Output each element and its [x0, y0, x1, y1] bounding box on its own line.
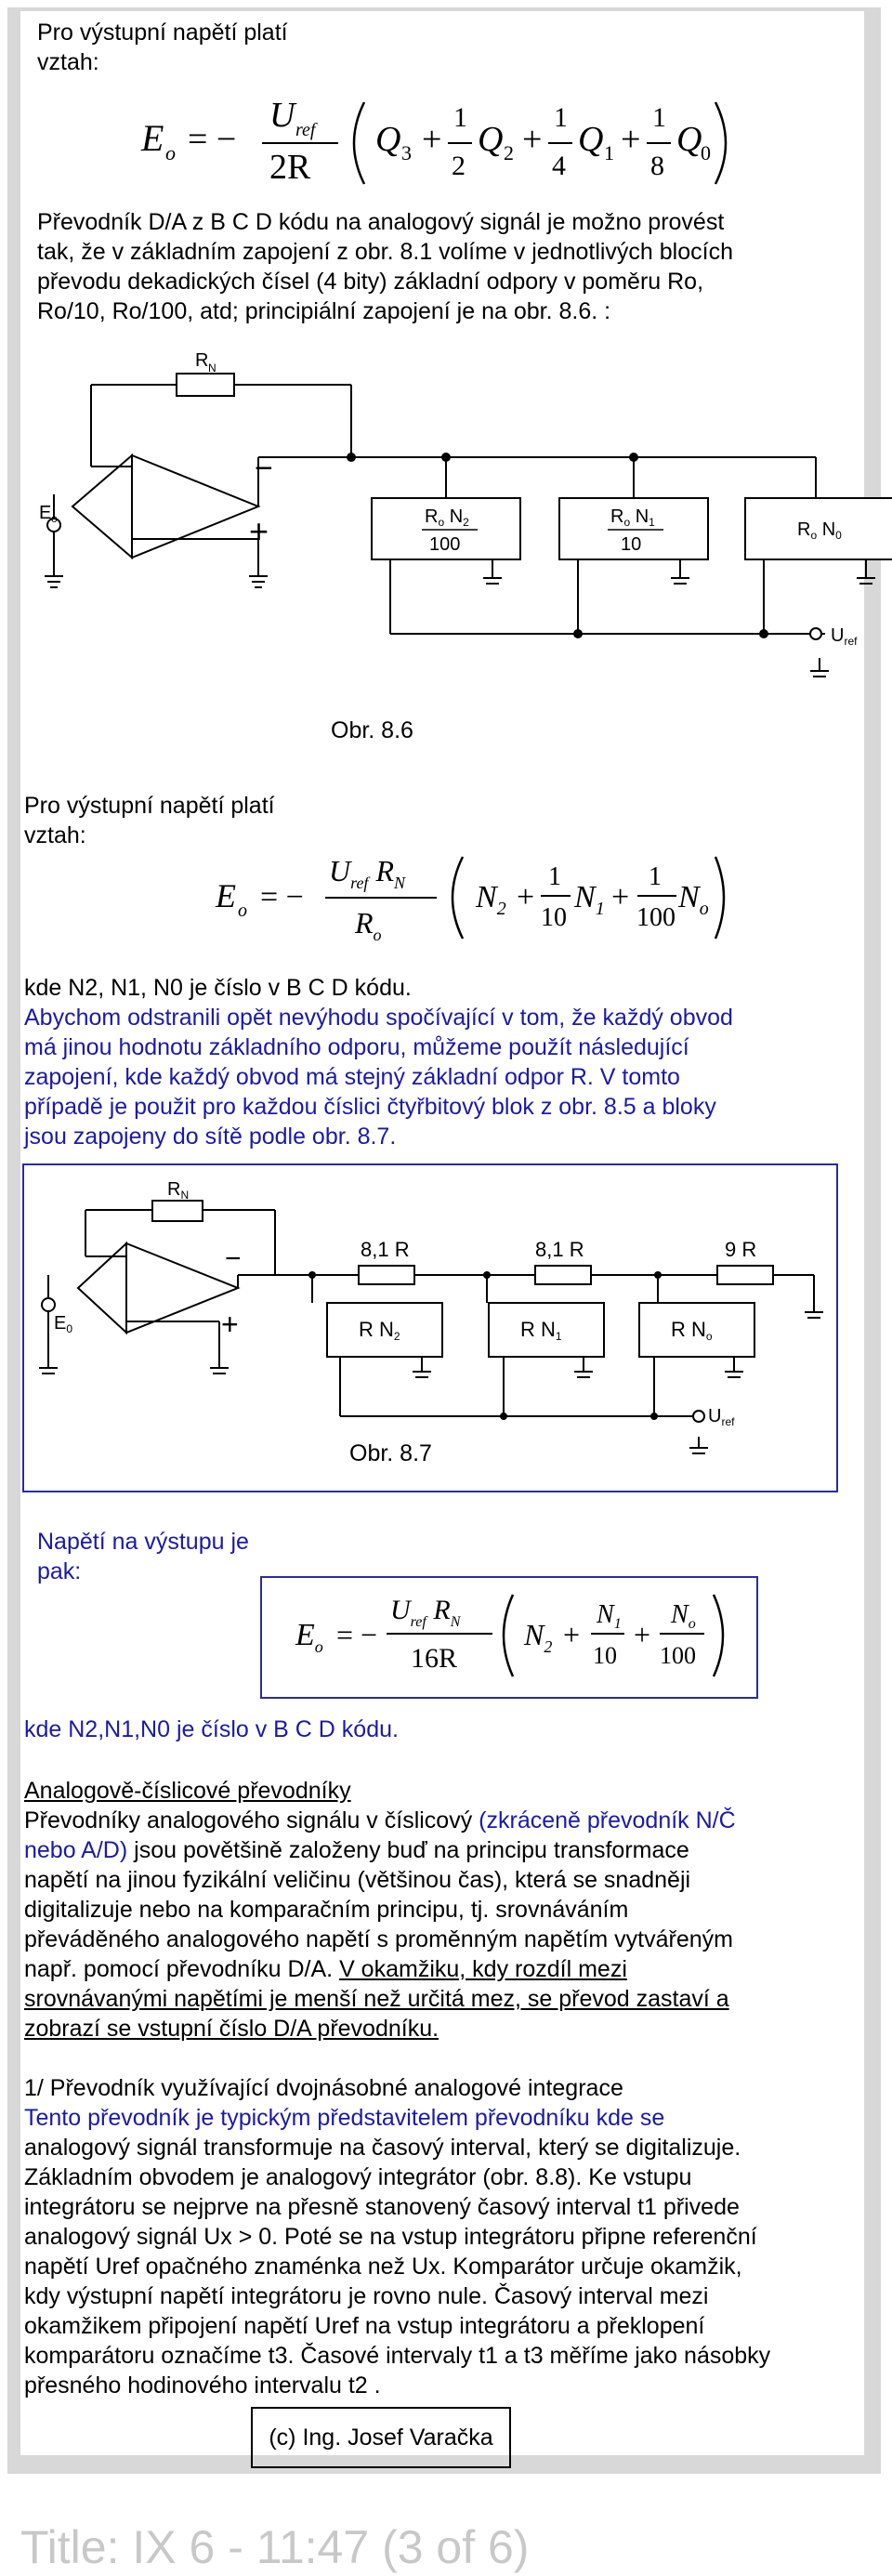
eo-label-86: E — [39, 503, 52, 523]
f1-num: U — [269, 96, 295, 135]
svg-text:1: 1 — [649, 862, 662, 891]
svg-text:2: 2 — [452, 151, 466, 181]
svg-text:o: o — [51, 512, 58, 525]
svg-text:1: 1 — [548, 862, 561, 891]
p6-line-1: Napětí na výstupu je — [37, 1529, 249, 1555]
section-heading: Analogově-číslicové převodníky — [24, 1778, 351, 1804]
p4-line: kde N2, N1, N0 je číslo v B C D kódu. — [24, 975, 412, 1001]
section-line-2: nebo A/D) jsou povětšině založeny buď na principu transformace — [24, 1837, 689, 1863]
p2-line-2: tak, že v základním zapojení z obr. 8.1 volíme v jednotlivých blocích — [37, 239, 733, 265]
p7-line: kde N2,N1,N0 je číslo v B C D kódu. — [24, 1716, 399, 1742]
p3-line-1: Pro výstupní napětí platí — [24, 793, 275, 819]
p5-line-4: případě je použit pro každou číslici čtyřbitový blok z obr. 8.5 a bloky — [24, 1094, 716, 1120]
rn-label-86: R — [195, 350, 209, 371]
caption-8-7: Obr. 8.7 — [349, 1440, 432, 1466]
svg-text:+: + — [621, 120, 641, 159]
svg-text:10: 10 — [541, 903, 567, 932]
rn-resistor — [177, 374, 234, 396]
p5-line-1: Abychom odstranili opět nevýhodu spočívající v tom, že každý obvod — [24, 1005, 733, 1031]
svg-text:N: N — [208, 361, 216, 375]
svg-text:o: o — [238, 900, 247, 921]
svg-text:8: 8 — [650, 151, 664, 181]
opamp-86 — [72, 455, 132, 558]
svg-text:Eo: $E_o$ — [295, 1618, 323, 1656]
formula-1 — [132, 84, 727, 186]
block-n1-top: $R_o$ $N_1$ — [610, 506, 655, 529]
svg-text:N1: $N_1$ — [597, 1600, 622, 1632]
intro-line-2: vztah: — [37, 49, 99, 75]
f1-lhs-sub: o — [165, 141, 176, 164]
svg-text:100: 100 — [660, 1642, 696, 1669]
p5-line-5: jsou zapojeny do sítě podle obr. 8.7. — [24, 1124, 397, 1150]
intro-line-1: Pro výstupní napětí platí — [37, 20, 288, 46]
svg-text:2: 2 — [504, 141, 514, 164]
p3-line-2: vztah: — [24, 822, 86, 848]
svg-text:100: 100 — [636, 903, 676, 932]
p5-line-2: má jinou hodnotu základního odporu, můžeme použít následující — [24, 1034, 689, 1060]
section2-line-5: napětí Uref opačného znaménka než Ux. Komparátor určuje okamžik, — [24, 2254, 742, 2280]
plus-87: + — [221, 1308, 239, 1341]
document-page — [20, 11, 864, 2455]
series-label-3: 9 R — [725, 1238, 757, 1261]
f1-lhs: E — [141, 117, 164, 159]
series-label-1: 8,1 R — [361, 1238, 410, 1261]
uref-87: $U_{ref}$ — [708, 1406, 735, 1428]
footer-title: Title: IX 6 - 11:47 (3 of 6) — [20, 2521, 530, 2573]
section-line-7: srovnávanými napětími je menší než určitá mez, se převod zastaví a — [24, 1986, 729, 2012]
section2-line-9: přesného hodinového intervalu t2 . — [24, 2372, 381, 2399]
section2-line-4: analogový signál Ux > 0. Poté se na vstup integrátoru připne referenční — [24, 2224, 757, 2250]
p2-line-1: Převodník D/A z B C D kódu na analogový signál je možno provést — [37, 209, 725, 235]
svg-text:1: 1 — [652, 102, 666, 133]
svg-text:+: + — [634, 1618, 651, 1651]
svg-text:4: 4 — [552, 151, 566, 181]
p2-line-4: Ro/10, Ro/100, atd; principiální zapojení je na obr. 8.6. : — [37, 298, 611, 324]
svg-text:Uref RN: $U_{ref}$ $R_N$ — [329, 854, 405, 892]
block-87-n1-label: R N1 — [520, 1318, 562, 1343]
section-line-1: Převodníky analogového signálu v číslicový (zkráceně převodník N/Č — [24, 1807, 736, 1833]
caption-8-6: Obr. 8.6 — [331, 717, 413, 743]
svg-text:Q: Q — [375, 120, 401, 159]
section-line-5: převáděného analogového napětí s proměnným napětím vytvářeným — [24, 1926, 733, 1952]
section-line-6: např. pomocí převodníku D/A. V okamžiku, kdy rozdíl mezi — [24, 1956, 627, 1982]
plus-86: + — [249, 512, 269, 550]
section2-heading: 1/ Převodník využívající dvojnásobné analogové integrace — [24, 2075, 623, 2101]
svg-text:+: + — [422, 120, 442, 159]
svg-text:+: + — [522, 120, 543, 159]
svg-text:= −: = − — [260, 880, 304, 914]
section-line-8: zobrazí se vstupní číslo D/A převodníku. — [24, 2016, 439, 2042]
block-n0-label: $R_o$ $N_0$ — [797, 519, 842, 542]
block-n2-top: $R_o$ $N_2$ — [425, 506, 469, 529]
svg-text:Q: Q — [578, 120, 604, 159]
svg-text:Q: Q — [676, 120, 702, 159]
minus-86: − — [255, 451, 273, 486]
minus-87: − — [225, 1243, 242, 1274]
svg-text:10: 10 — [593, 1642, 617, 1669]
p2-line-3: převodu dekadických čísel (4 bity) základní odpory v poměru Ro, — [37, 269, 704, 295]
eo-terminal-87 — [42, 1298, 55, 1311]
svg-text:+: + — [517, 880, 535, 914]
p6-line-2: pak: — [37, 1558, 82, 1584]
formula-2 — [206, 844, 727, 946]
eo-label-87: $E_0$ — [54, 1313, 73, 1335]
block-n2-bottom: 100 — [429, 534, 461, 555]
svg-text:Ro: $R_o$ — [355, 906, 382, 944]
svg-text:1: 1 — [604, 141, 614, 164]
svg-text:E: E — [216, 877, 236, 914]
svg-text:No: $N_o$ — [671, 1600, 696, 1632]
svg-text:Q: Q — [478, 120, 504, 159]
series-label-2: 8,1 R — [535, 1238, 584, 1261]
svg-text:+: + — [611, 880, 630, 914]
svg-text:16R: 16R — [411, 1643, 458, 1674]
svg-text:0: 0 — [701, 141, 711, 164]
rn-label-87: $R_N$ — [167, 1179, 190, 1202]
f1-eq: = − — [188, 120, 237, 159]
section2-blue-line: Tento převodník je typickým představitelem převodníku kde se — [24, 2105, 665, 2131]
series-r-1 — [359, 1266, 414, 1284]
f1-num-sub: ref — [295, 120, 316, 140]
series-r-2 — [535, 1266, 591, 1284]
section2-line-1: analogový signál transformuje na časový interval, který se digitalizuje. — [24, 2135, 741, 2161]
section2-line-8: komparátoru označíme t3. Časové intervaly t1 a t3 měříme jako násobky — [24, 2343, 771, 2369]
svg-text:Uref RN: $U_{ref}$ $R_N$ — [390, 1595, 461, 1630]
section2-line-7: okamžikem připojení napětí Uref na vstup integrátoru a překlopení — [24, 2313, 705, 2339]
svg-text:= −: = − — [336, 1618, 378, 1651]
series-r-3 — [717, 1266, 773, 1284]
svg-text:N2: $N_2$ — [524, 1618, 553, 1656]
f1-den: 2R — [269, 148, 311, 187]
svg-text:N2: $N_2$ — [476, 880, 506, 919]
section2-line-6: kdy výstupní napětí integrátoru je rovno nule. Časový interval mezi — [24, 2283, 709, 2309]
figure-8-6-circuit — [39, 336, 858, 745]
svg-text:+: + — [563, 1618, 581, 1651]
block-n1-bottom: 10 — [621, 534, 642, 555]
section2-line-2: Základním obvodem je analogový integrátor (obr. 8.8). Ke vstupu — [24, 2164, 692, 2190]
uref-86: $U_{ref}$ — [831, 625, 858, 648]
svg-text:1: 1 — [453, 102, 467, 133]
section-line-4: digitalizuje nebo na komparačním principu, tj. srovnáváním — [24, 1897, 629, 1923]
svg-text:1: 1 — [554, 102, 568, 133]
block-87-n2-label: R N2 — [359, 1318, 400, 1343]
copyright-box: (c) Ing. Josef Varačka — [251, 2407, 511, 2468]
section-line-3: napětí na jinou fyzikální veličinu (většinou čas), která se snadněji — [24, 1867, 691, 1893]
block-87-n0-label: R No — [671, 1318, 713, 1343]
p5-line-3: zapojení, kde každý obvod má stejný základní odpor R. V tomto — [24, 1064, 680, 1090]
svg-text:No: $N_o$ — [678, 880, 709, 919]
formula-3 — [290, 1585, 736, 1688]
figure-8-7-circuit — [33, 1173, 833, 1479]
svg-text:3: 3 — [401, 141, 412, 164]
section2-line-3: integrátoru se nejprve na přesně stanovený časový interval t1 přivede — [24, 2194, 740, 2220]
svg-text:N1: $N_1$ — [574, 880, 605, 919]
